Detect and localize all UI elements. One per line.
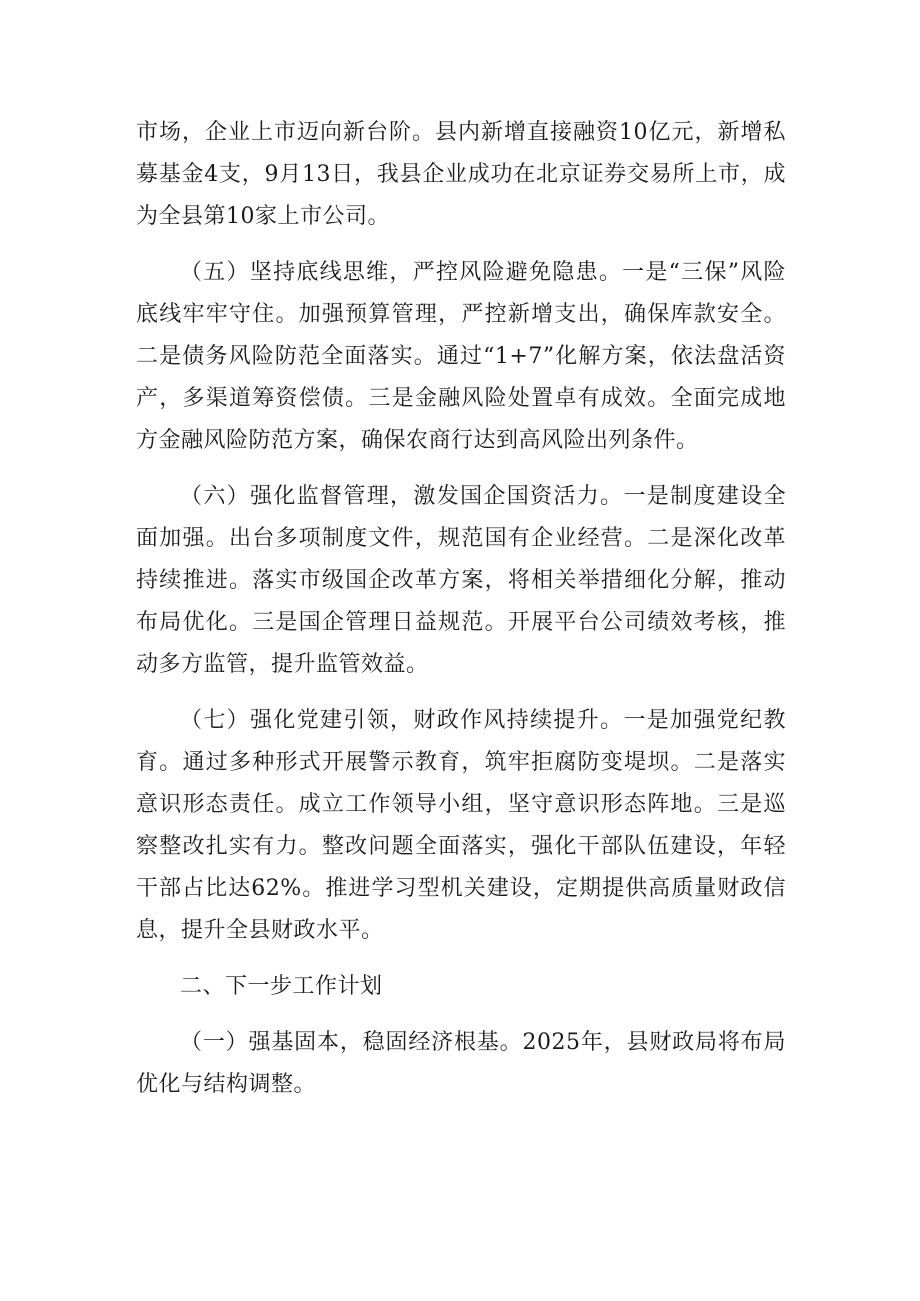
document-body: [136, 112, 786, 1120]
paragraph-continuation: 市场，企业上市迈向新台阶。县内新增直接融资10亿元，新增私募基金4支，9月13日，我县企业成功在北京证券交易所上市，成为全县第10家上市公司。: [136, 120, 786, 229]
paragraph-next-plan: （一）强基固本，稳固经济根基。2025年，县财政局将布局优化与结构调整。: [136, 1030, 786, 1097]
section-heading: 二、下一步工作计划: [180, 974, 383, 999]
paragraph-state-enterprise: （六）强化监督管理，激发国企国资活力。一是制度建设全面加强。出台多项制度文件，规范国有企业经营。二是深化改革持续推进。落实市级国企改革方案，将相关举措细化分解，推动布局优化。三是国企管理日益规范。开展平台公司绩效考核，推动多方监管，提升监管效益。: [136, 484, 786, 677]
paragraph-risk-control: （五）坚持底线思维，严控风险避免隐患。一是“三保”风险底线牢牢守住。加强预算管理，严控新增支出，确保库款安全。二是债务风险防范全面落实。通过“1+7”化解方案，依法盘活资产，多渠道筹资偿债。三是金融风险处置卓有成效。全面完成地方金融风险防范方案，确保农商行达到高风险出列条件。: [136, 260, 786, 453]
paragraph-party-building: （七）强化党建引领，财政作风持续提升。一是加强党纪教育。通过多种形式开展警示教育，筑牢拒腐防变堤坝。二是落实意识形态责任。成立工作领导小组，坚守意识形态阵地。三是巡察整改扎实有力。整改问题全面落实，强化干部队伍建设，年轻干部占比达62%。推进学习型机关建设，定期提供高质量财政信息，提升全县财政水平。: [136, 708, 786, 943]
